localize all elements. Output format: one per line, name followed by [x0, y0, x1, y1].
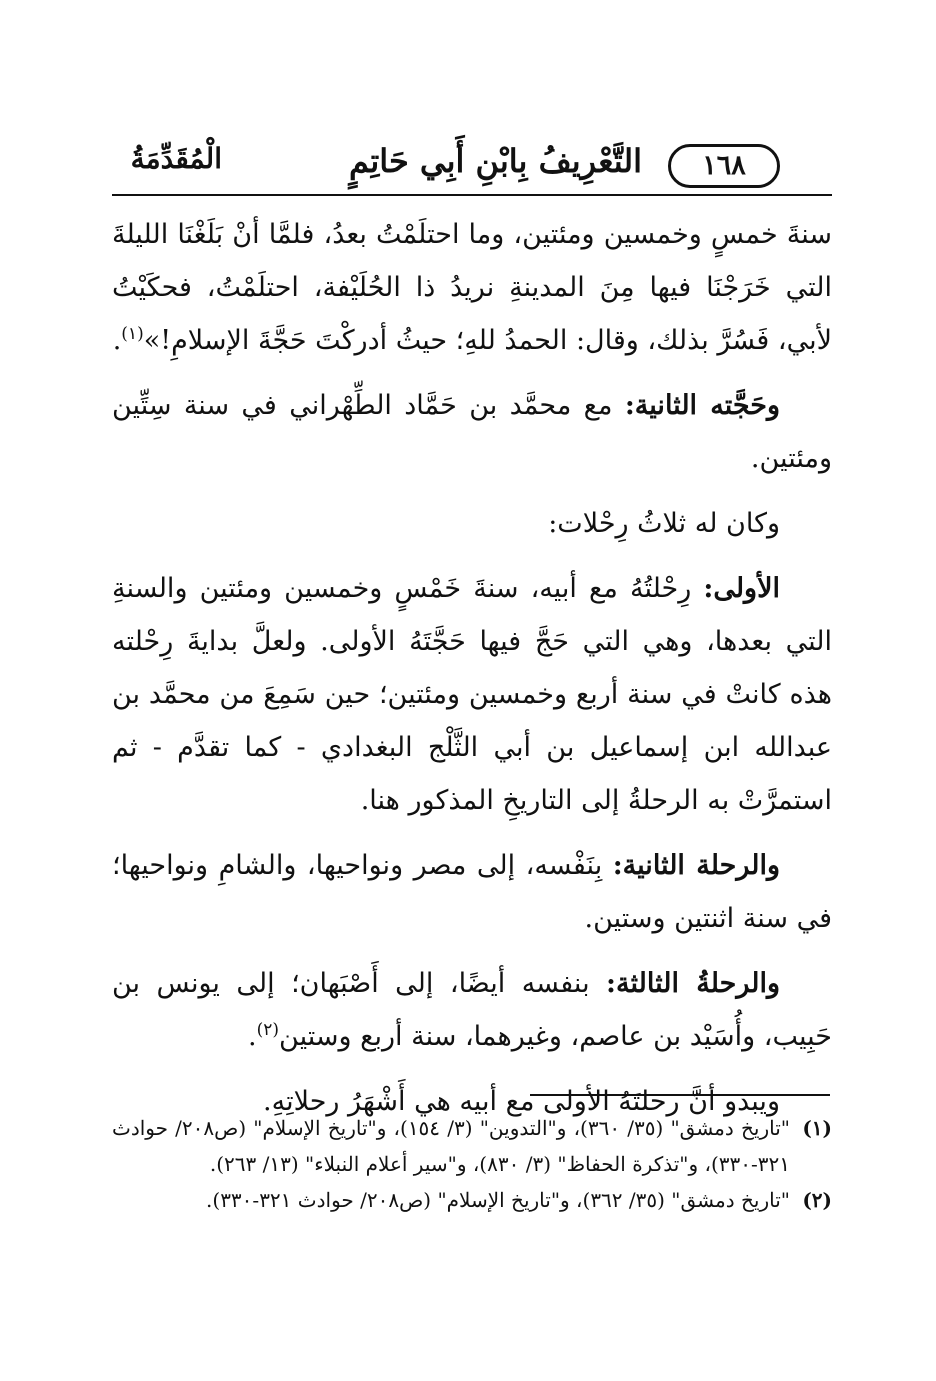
page-number-badge: ١٦٨: [668, 144, 780, 188]
footnote-ref-2: (٢): [256, 1020, 280, 1040]
footnote-2: [112, 1182, 832, 1218]
section-title: الْمُقَدِّمَةُ: [130, 142, 222, 175]
paragraph-4: [112, 562, 832, 827]
paragraph-1: [112, 208, 832, 367]
paragraph-6-label: والرحلةُ الثالثة:: [606, 968, 781, 999]
paragraph-5-text: بِنَفْسه، إلى مصر ونواحيها، والشامِ ونواحيها؛ في سنة اثنتين وستين.: [112, 850, 832, 934]
paragraph-6: [112, 957, 832, 1063]
paragraph-3-text: وكان له ثلاثُ رِحْلات:: [548, 508, 780, 539]
book-title: التَّعْرِيفُ بِابْنِ أَبِي حَاتِمٍ: [349, 142, 642, 180]
main-text: [112, 208, 832, 1128]
footnote-separator: [530, 1094, 830, 1096]
page-header: [112, 128, 832, 198]
paragraph-2: [112, 379, 832, 485]
paragraph-4-text: رِحْلتُهُ مع أبيه، سنةَ خَمْسٍ وخمسين ومئتين والسنةِ التي بعدها، وهي التي حَجَّ فيها حَجَّتَهُ الأولى. ولعلَّ بدايةَ رِحْلته هذه كانتْ في سنة أربع وخمسين ومئتين؛ حين سَمِعَ من محمَّد بن عبدالله ابن إسماعيل بن أبي الثَّلْج البغدادي - كما تقدَّم - ثم استمرَّتْ به الرحلةُ إلى التاريخِ المذكور هنا.: [112, 573, 832, 816]
paragraph-2-label: وحَجَّته الثانية:: [624, 390, 781, 421]
paragraph-5-label: والرحلة الثانية:: [612, 850, 781, 881]
paragraph-6-text: بنفسه أيضًا، إلى أَصْبَهان؛ إلى يونس بن حَبِيب، وأُسَيْد بن عاصم، وغيرهما، سنة أربع وستين: [112, 968, 832, 1052]
paragraph-1-end: .: [112, 325, 122, 356]
paragraph-6-end: .: [248, 1021, 257, 1052]
paragraph-1-text: سنةَ خمسٍ وخمسين ومئتين، وما احتلَمْتُ بعدُ، فلمَّا أنْ بَلَغْنَا الليلةَ التي خَرَجْنَا فيها مِنَ المدينةِ نريدُ ذا الحُلَيْفة، احتلَمْتُ، فحكَيْتُ لأبي، فَسُرَّ بذلك، وقال: الحمدُ للهِ؛ حيثُ أدركْتَ حَجَّةَ الإسلامِ!»: [112, 219, 832, 356]
footnote-1-text: "تاريخ دمشق" (٣٥/ ٣٦٠)، و"التدوين" (٣/ ١٥٤)، و"تاريخ الإسلام" (ص٢٠٨/ حوادث ٣٢١-٣٣٠)، و"تذكرة الحفاظ" (٣/ ٨٣٠)، و"سير أعلام النبلاء" (١٣/ ٢٦٣).: [112, 1116, 790, 1176]
paragraph-5: [112, 839, 832, 945]
footnote-1-number: (١): [802, 1116, 832, 1140]
paragraph-3: [112, 497, 832, 550]
footnote-2-number: (٢): [802, 1188, 832, 1212]
footnote-ref-1: (١): [121, 324, 144, 344]
footnotes: [112, 1110, 832, 1218]
paragraph-4-label: الأولى:: [703, 573, 780, 604]
header-rule: [112, 194, 832, 196]
footnote-2-text: "تاريخ دمشق" (٣٥/ ٣٦٢)، و"تاريخ الإسلام" (ص٢٠٨/ حوادث ٣٢١-٣٣٠).: [206, 1188, 790, 1212]
paragraph-2-text: مع محمَّد بن حَمَّاد الطِّهْراني في سنة سِتِّين ومئتين.: [112, 390, 832, 474]
paragraph-7-text: ويبدو أنَّ رحلتَهُ الأولى مع أبيه هي أَشْهَرُ رحلاتِهِ.: [263, 1086, 780, 1117]
footnote-1: [112, 1110, 832, 1182]
